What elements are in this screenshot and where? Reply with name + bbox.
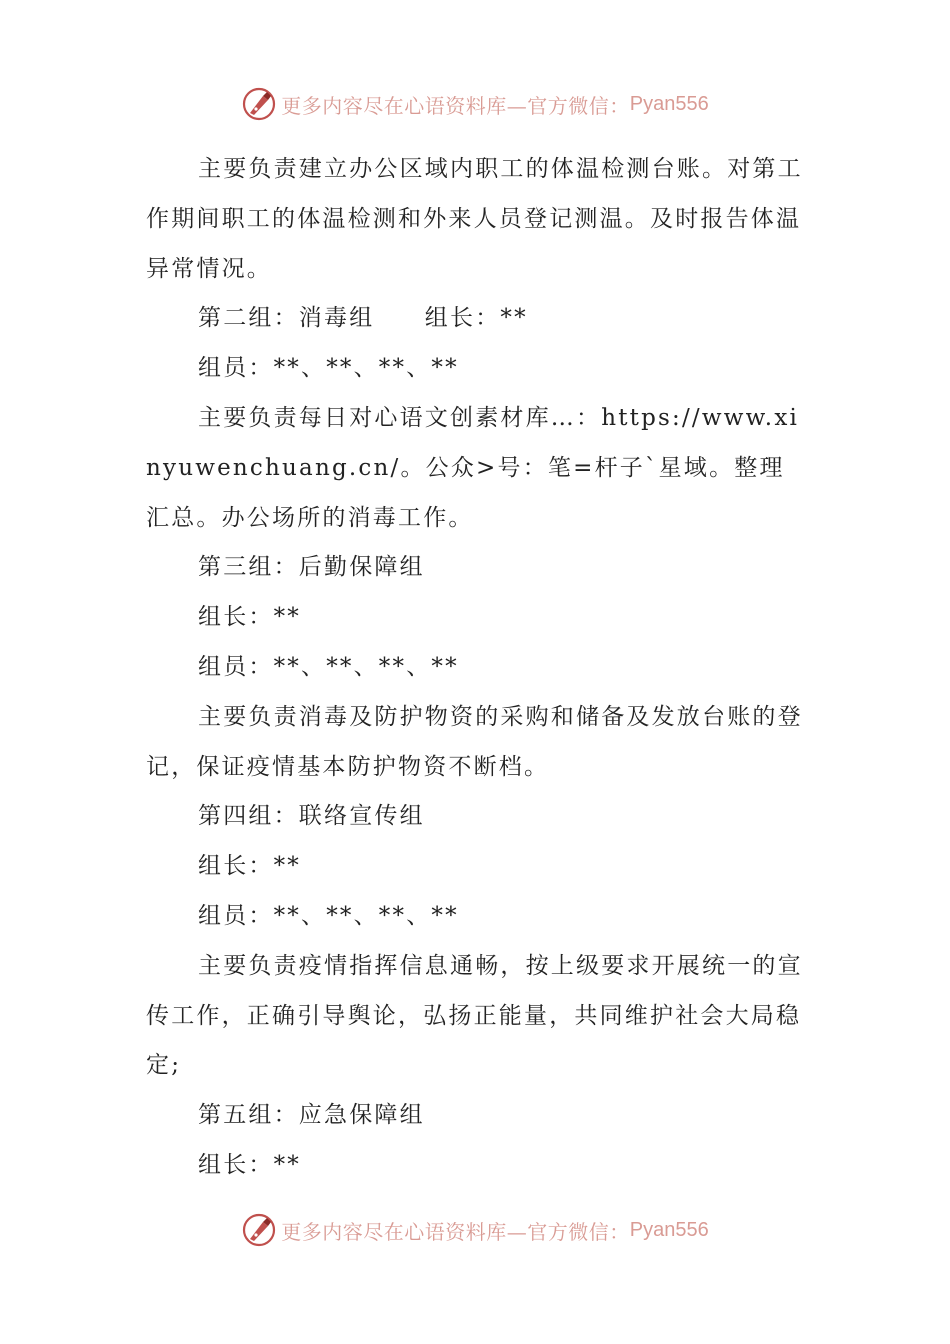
paragraph-duty-disinfection: 主要负责每日对心语文创素材库…：https://www.xinyuwenchuang.cn/。公众>号：笔=杆子`星域。整理汇总。办公场所的消毒工作。 [146,404,800,531]
paragraph-group-4-leader: 组长：** [198,853,301,880]
watermark-wechat-id: Pyan556 [629,92,709,115]
pen-nib-logo-icon [241,86,277,122]
paragraph-group-2-members: 组员：**、**、**、** [198,355,459,382]
paragraph-group-2-title: 第二组：消毒组 组长：** [198,305,528,332]
paragraph-duty-logistics: 主要负责消毒及防护物资的采购和储备及发放台账的登记，保证疫情基本防护物资不断档。 [146,703,803,780]
paragraph-duty-temperature: 主要负责建立办公区域内职工的体温检测台账。对第工作期间职工的体温检测和外来人员登记测温。及时报告体温异常情况。 [146,156,803,282]
watermark-text: 更多内容尽在心语资料库—官方微信： [281,1219,630,1244]
watermark-text: 更多内容尽在心语资料库—官方微信： [281,93,630,118]
footer-watermark [0,1208,950,1252]
paragraph-group-3-leader: 组长：** [198,604,301,631]
watermark-wechat-id: Pyan556 [629,1218,709,1241]
paragraph-duty-publicity: 主要负责疫情指挥信息通畅，按上级要求开展统一的宣传工作，正确引导舆论，弘扬正能量，共同维护社会大局稳定; [146,952,803,1079]
paragraph-group-3-members: 组员：**、**、**、** [198,653,459,680]
paragraph-group-4-title: 第四组：联络宣传组 [198,803,425,830]
paragraph-group-5-leader: 组长：** [198,1151,301,1178]
header-watermark [0,82,950,126]
paragraph-group-4-members: 组员：**、**、**、** [198,902,459,929]
paragraph-group-5-title: 第五组：应急保障组 [198,1102,425,1129]
document-body [146,145,806,1191]
pen-nib-logo-icon [241,1212,277,1248]
paragraph-group-3-title: 第三组：后勤保障组 [198,554,425,581]
